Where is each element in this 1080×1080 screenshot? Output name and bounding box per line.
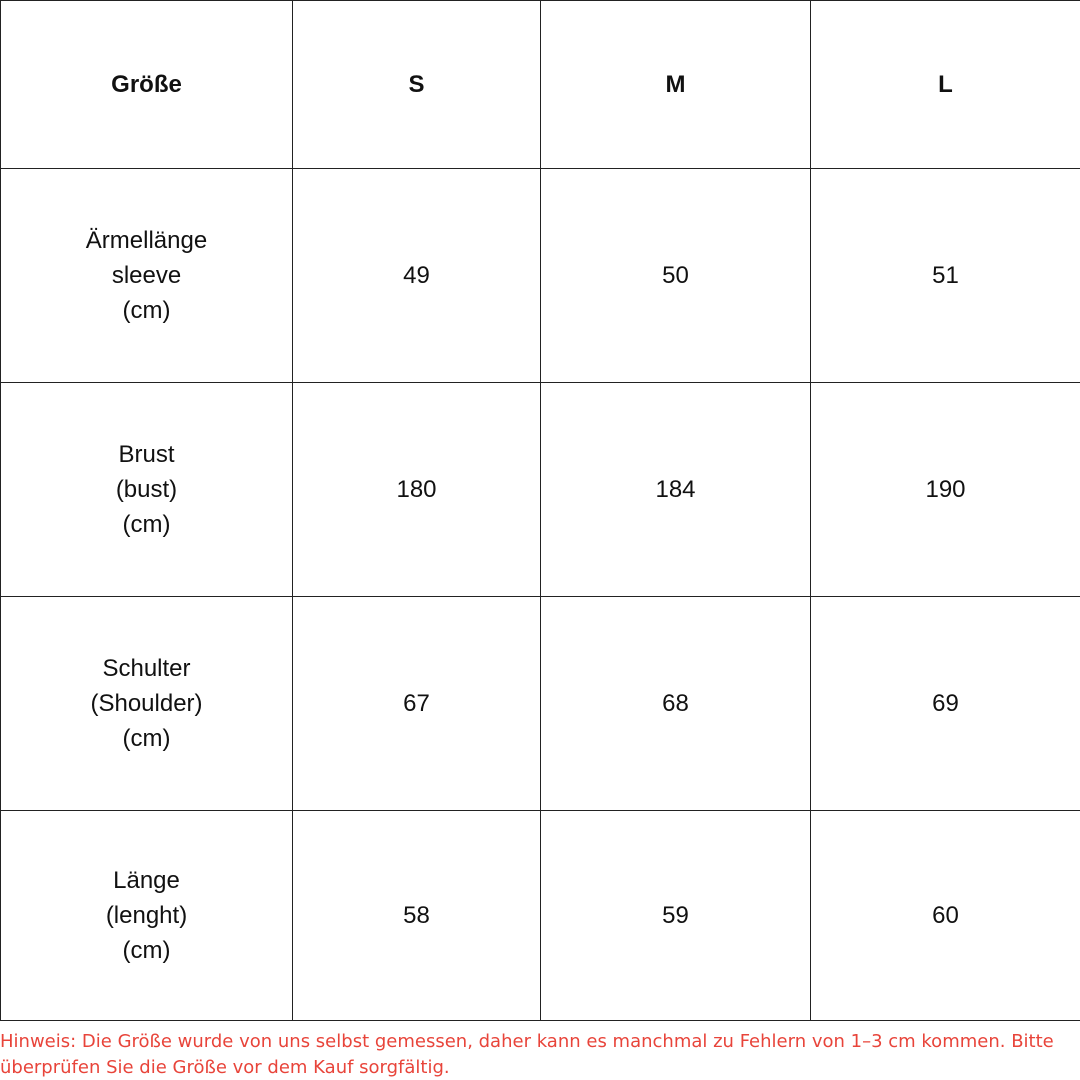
bust-value-s: 180 [293, 383, 541, 597]
row-label-line: Schulter [102, 655, 191, 682]
header-size-m: M [541, 1, 811, 169]
table-row [1, 169, 1080, 383]
row-label-line: (cm) [122, 937, 171, 964]
row-label-sleeve [1, 169, 293, 383]
row-label-line: (cm) [122, 725, 171, 752]
sleeve-value-l: 51 [811, 169, 1080, 383]
sleeve-value-m: 50 [541, 169, 811, 383]
header-size-s: S [293, 1, 541, 169]
sleeve-value-s: 49 [293, 169, 541, 383]
row-label-line: Länge [113, 867, 180, 894]
shoulder-value-m: 68 [541, 597, 811, 811]
shoulder-value-l: 69 [811, 597, 1080, 811]
length-value-m: 59 [541, 811, 811, 1021]
length-value-s: 58 [293, 811, 541, 1021]
table-header-row [1, 1, 1080, 169]
bust-value-l: 190 [811, 383, 1080, 597]
row-label-line: (bust) [115, 476, 178, 503]
row-label-line: Ärmellänge [85, 227, 208, 254]
row-label-line: sleeve [111, 262, 182, 289]
row-label-bust [1, 383, 293, 597]
row-label-line: (Shoulder) [90, 690, 203, 717]
header-size-label: Größe [1, 1, 293, 169]
row-label-line: (cm) [122, 511, 171, 538]
table-row [1, 383, 1080, 597]
length-value-l: 60 [811, 811, 1080, 1021]
row-label-line: (lenght) [105, 902, 188, 929]
row-label-length [1, 811, 293, 1021]
table-row [1, 811, 1080, 1021]
shoulder-value-s: 67 [293, 597, 541, 811]
row-label-shoulder [1, 597, 293, 811]
bust-value-m: 184 [541, 383, 811, 597]
row-label-line: (cm) [122, 297, 171, 324]
measurement-note: Hinweis: Die Größe wurde von uns selbst gemessen, daher kann es manchmal zu Fehlern von 1–3 cm kommen. Bitte überprüfen Sie die Größe vor dem Kauf sorgfältig. [0, 1031, 1054, 1078]
header-size-l: L [811, 1, 1080, 169]
table-row [1, 597, 1080, 811]
row-label-line: Brust [118, 441, 175, 468]
